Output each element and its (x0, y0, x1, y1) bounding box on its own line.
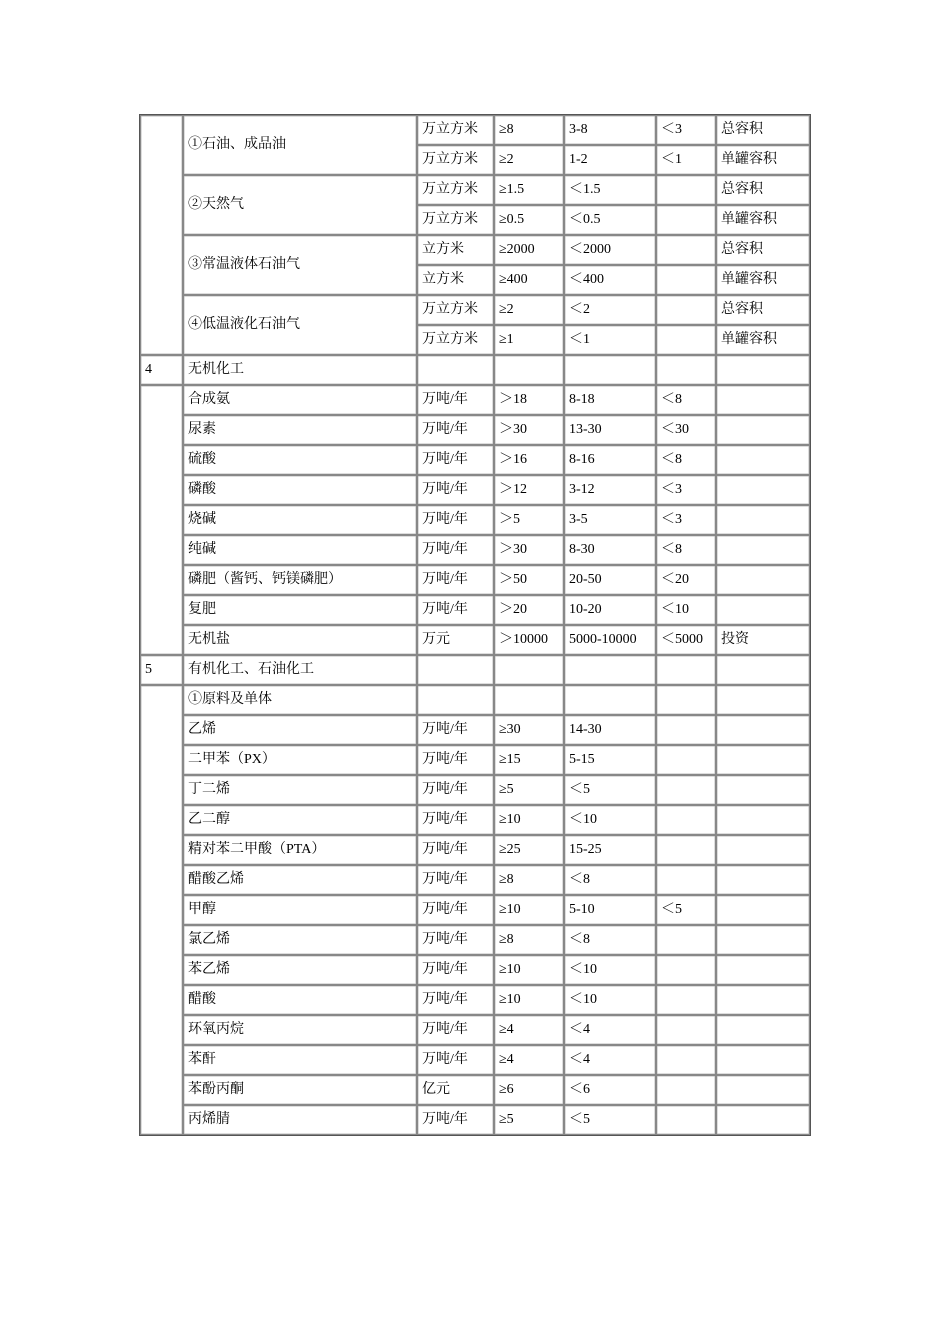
note-cell (716, 355, 810, 385)
medium-cell: ＜10 (564, 955, 656, 985)
medium-cell: ＜1.5 (564, 175, 656, 205)
large-cell: ＞18 (494, 385, 564, 415)
unit-cell: 万吨/年 (417, 955, 494, 985)
item-name-cell: ①原料及单体 (183, 685, 417, 715)
note-cell (716, 985, 810, 1015)
index-cell (140, 385, 183, 655)
unit-cell: 万立方米 (417, 325, 494, 355)
unit-cell: 万吨/年 (417, 835, 494, 865)
table-row (140, 955, 810, 985)
item-name-cell: 苯酐 (183, 1045, 417, 1075)
medium-cell: ＜2 (564, 295, 656, 325)
table-row (140, 1105, 810, 1135)
large-cell: ≥4 (494, 1015, 564, 1045)
item-name-cell: 丁二烯 (183, 775, 417, 805)
unit-cell: 万吨/年 (417, 1045, 494, 1075)
unit-cell: 万元 (417, 625, 494, 655)
small-cell (656, 835, 716, 865)
small-cell: ＜20 (656, 565, 716, 595)
unit-cell: 万吨/年 (417, 925, 494, 955)
item-name-cell: 纯碱 (183, 535, 417, 565)
medium-cell: ＜0.5 (564, 205, 656, 235)
small-cell: ＜10 (656, 595, 716, 625)
table-row (140, 535, 810, 565)
medium-cell: 14-30 (564, 715, 656, 745)
unit-cell: 万吨/年 (417, 805, 494, 835)
small-cell: ＜1 (656, 145, 716, 175)
large-cell: ≥4 (494, 1045, 564, 1075)
note-cell (716, 745, 810, 775)
item-name-cell: 氯乙烯 (183, 925, 417, 955)
large-cell: ＞20 (494, 595, 564, 625)
unit-cell: 万吨/年 (417, 745, 494, 775)
unit-cell: 万吨/年 (417, 865, 494, 895)
medium-cell: 10-20 (564, 595, 656, 625)
small-cell (656, 685, 716, 715)
medium-cell: 8-30 (564, 535, 656, 565)
large-cell: ≥10 (494, 895, 564, 925)
table-row (140, 115, 810, 145)
table-row (140, 595, 810, 625)
unit-cell: 万立方米 (417, 295, 494, 325)
table-row (140, 805, 810, 835)
item-name-cell: 二甲苯（PX） (183, 745, 417, 775)
unit-cell (417, 685, 494, 715)
table-row (140, 865, 810, 895)
note-cell (716, 955, 810, 985)
table-row (140, 175, 810, 205)
note-cell (716, 415, 810, 445)
note-cell (716, 535, 810, 565)
small-cell (656, 325, 716, 355)
section-number: 5 (140, 655, 183, 685)
table-row (140, 445, 810, 475)
medium-cell: 3-8 (564, 115, 656, 145)
small-cell (656, 745, 716, 775)
large-cell: ＞30 (494, 415, 564, 445)
table-row (140, 505, 810, 535)
note-cell (716, 655, 810, 685)
note-cell (716, 595, 810, 625)
large-cell: ≥30 (494, 715, 564, 745)
small-cell (656, 175, 716, 205)
small-cell: ＜8 (656, 385, 716, 415)
small-cell (656, 865, 716, 895)
medium-cell (564, 685, 656, 715)
small-cell (656, 775, 716, 805)
note-cell (716, 685, 810, 715)
medium-cell: ＜10 (564, 985, 656, 1015)
table-row (140, 1045, 810, 1075)
large-cell: ＞5 (494, 505, 564, 535)
item-name-cell: 环氧丙烷 (183, 1015, 417, 1045)
small-cell: ＜8 (656, 535, 716, 565)
item-name-cell: 精对苯二甲酸（PTA） (183, 835, 417, 865)
large-cell: ≥6 (494, 1075, 564, 1105)
note-cell (716, 385, 810, 415)
small-cell (656, 1105, 716, 1135)
large-cell (494, 355, 564, 385)
note-cell (716, 805, 810, 835)
small-cell: ＜3 (656, 115, 716, 145)
item-name-cell: ②天然气 (183, 175, 417, 235)
unit-cell: 万立方米 (417, 205, 494, 235)
unit-cell: 万立方米 (417, 115, 494, 145)
small-cell (656, 715, 716, 745)
small-cell: ＜5000 (656, 625, 716, 655)
note-cell (716, 895, 810, 925)
table-row (140, 625, 810, 655)
note-cell: 单罐容积 (716, 265, 810, 295)
small-cell (656, 1045, 716, 1075)
table-row (140, 715, 810, 745)
section-title: 无机化工 (183, 355, 417, 385)
unit-cell: 万吨/年 (417, 1105, 494, 1135)
medium-cell: 8-18 (564, 385, 656, 415)
large-cell: ≥1 (494, 325, 564, 355)
section-title: 有机化工、石油化工 (183, 655, 417, 685)
unit-cell: 万吨/年 (417, 1015, 494, 1045)
unit-cell: 万吨/年 (417, 475, 494, 505)
item-name-cell: 苯乙烯 (183, 955, 417, 985)
small-cell (656, 1075, 716, 1105)
item-name-cell: 复肥 (183, 595, 417, 625)
note-cell (716, 1045, 810, 1075)
unit-cell: 万吨/年 (417, 565, 494, 595)
large-cell: ≥8 (494, 115, 564, 145)
small-cell (656, 295, 716, 325)
large-cell: ≥15 (494, 745, 564, 775)
large-cell: ＞30 (494, 535, 564, 565)
large-cell: ≥10 (494, 955, 564, 985)
large-cell: ＞16 (494, 445, 564, 475)
medium-cell: ＜2000 (564, 235, 656, 265)
table-row (140, 235, 810, 265)
note-cell: 总容积 (716, 175, 810, 205)
unit-cell: 万吨/年 (417, 445, 494, 475)
unit-cell: 万吨/年 (417, 535, 494, 565)
small-cell: ＜3 (656, 505, 716, 535)
note-cell (716, 715, 810, 745)
note-cell: 单罐容积 (716, 205, 810, 235)
item-name-cell: ③常温液体石油气 (183, 235, 417, 295)
small-cell: ＜3 (656, 475, 716, 505)
item-name-cell: 甲醇 (183, 895, 417, 925)
medium-cell: ＜10 (564, 805, 656, 835)
large-cell: ≥400 (494, 265, 564, 295)
item-name-cell: 烧碱 (183, 505, 417, 535)
unit-cell: 万吨/年 (417, 505, 494, 535)
medium-cell (564, 655, 656, 685)
small-cell (656, 1015, 716, 1045)
item-name-cell: 硫酸 (183, 445, 417, 475)
note-cell: 总容积 (716, 235, 810, 265)
item-name-cell: 苯酚丙酮 (183, 1075, 417, 1105)
item-name-cell: 磷酸 (183, 475, 417, 505)
item-name-cell: 乙二醇 (183, 805, 417, 835)
small-cell: ＜5 (656, 895, 716, 925)
small-cell (656, 925, 716, 955)
medium-cell: ＜5 (564, 1105, 656, 1135)
item-name-cell: 乙烯 (183, 715, 417, 745)
large-cell (494, 685, 564, 715)
medium-cell: ＜4 (564, 1015, 656, 1045)
item-name-cell: 合成氨 (183, 385, 417, 415)
medium-cell: 15-25 (564, 835, 656, 865)
item-name-cell: 尿素 (183, 415, 417, 445)
unit-cell: 万吨/年 (417, 715, 494, 745)
large-cell (494, 655, 564, 685)
note-cell: 单罐容积 (716, 145, 810, 175)
medium-cell (564, 355, 656, 385)
medium-cell: ＜4 (564, 1045, 656, 1075)
table-row (140, 985, 810, 1015)
medium-cell: ＜5 (564, 775, 656, 805)
table-row (140, 925, 810, 955)
unit-cell (417, 355, 494, 385)
medium-cell: 5-15 (564, 745, 656, 775)
small-cell (656, 235, 716, 265)
table-row (140, 1015, 810, 1045)
unit-cell: 万吨/年 (417, 985, 494, 1015)
index-cell (140, 685, 183, 1135)
unit-cell: 立方米 (417, 235, 494, 265)
table-row (140, 385, 810, 415)
table-row (140, 775, 810, 805)
small-cell (656, 655, 716, 685)
table-row (140, 1075, 810, 1105)
unit-cell: 亿元 (417, 1075, 494, 1105)
note-cell (716, 505, 810, 535)
item-name-cell: 醋酸 (183, 985, 417, 1015)
note-cell: 总容积 (716, 115, 810, 145)
large-cell: ≥8 (494, 865, 564, 895)
unit-cell: 万立方米 (417, 175, 494, 205)
table-row (140, 835, 810, 865)
unit-cell: 万吨/年 (417, 895, 494, 925)
small-cell (656, 985, 716, 1015)
medium-cell: ＜400 (564, 265, 656, 295)
unit-cell: 立方米 (417, 265, 494, 295)
unit-cell: 万吨/年 (417, 385, 494, 415)
large-cell: ≥5 (494, 1105, 564, 1135)
medium-cell: ＜8 (564, 925, 656, 955)
item-name-cell: 醋酸乙烯 (183, 865, 417, 895)
large-cell: ≥2000 (494, 235, 564, 265)
unit-cell: 万立方米 (417, 145, 494, 175)
table-row (140, 565, 810, 595)
medium-cell: ＜8 (564, 865, 656, 895)
note-cell (716, 445, 810, 475)
large-cell: ≥2 (494, 145, 564, 175)
small-cell (656, 805, 716, 835)
note-cell: 单罐容积 (716, 325, 810, 355)
note-cell: 投资 (716, 625, 810, 655)
large-cell: ≥1.5 (494, 175, 564, 205)
table-row (140, 745, 810, 775)
table-row (140, 415, 810, 445)
item-name-cell: 磷肥（酱钙、钙镁磷肥） (183, 565, 417, 595)
large-cell: ≥2 (494, 295, 564, 325)
medium-cell: 8-16 (564, 445, 656, 475)
note-cell (716, 1075, 810, 1105)
medium-cell: 5000-10000 (564, 625, 656, 655)
medium-cell: 5-10 (564, 895, 656, 925)
unit-cell: 万吨/年 (417, 775, 494, 805)
note-cell (716, 475, 810, 505)
large-cell: ≥10 (494, 805, 564, 835)
small-cell: ＜30 (656, 415, 716, 445)
section-header-row (140, 355, 810, 385)
large-cell: ≥8 (494, 925, 564, 955)
unit-cell: 万吨/年 (417, 415, 494, 445)
table-row (140, 475, 810, 505)
small-cell (656, 955, 716, 985)
note-cell (716, 775, 810, 805)
medium-cell: 3-12 (564, 475, 656, 505)
small-cell (656, 265, 716, 295)
large-cell: ＞10000 (494, 625, 564, 655)
item-name-cell: 无机盐 (183, 625, 417, 655)
small-cell: ＜8 (656, 445, 716, 475)
large-cell: ≥25 (494, 835, 564, 865)
index-cell (140, 115, 183, 355)
medium-cell: 20-50 (564, 565, 656, 595)
section-number: 4 (140, 355, 183, 385)
item-name-cell: ①石油、成品油 (183, 115, 417, 175)
large-cell: ≥0.5 (494, 205, 564, 235)
large-cell: ＞50 (494, 565, 564, 595)
small-cell (656, 355, 716, 385)
note-cell (716, 835, 810, 865)
note-cell (716, 1105, 810, 1135)
small-cell (656, 205, 716, 235)
medium-cell: 13-30 (564, 415, 656, 445)
table-row (140, 895, 810, 925)
unit-cell: 万吨/年 (417, 595, 494, 625)
note-cell (716, 865, 810, 895)
note-cell (716, 1015, 810, 1045)
note-cell (716, 565, 810, 595)
note-cell (716, 925, 810, 955)
large-cell: ＞12 (494, 475, 564, 505)
item-name-cell: ④低温液化石油气 (183, 295, 417, 355)
medium-cell: ＜6 (564, 1075, 656, 1105)
classification-table (139, 114, 811, 1136)
medium-cell: 3-5 (564, 505, 656, 535)
large-cell: ≥10 (494, 985, 564, 1015)
medium-cell: 1-2 (564, 145, 656, 175)
medium-cell: ＜1 (564, 325, 656, 355)
table-row (140, 295, 810, 325)
unit-cell (417, 655, 494, 685)
item-name-cell: 丙烯腈 (183, 1105, 417, 1135)
section-header-row (140, 655, 810, 685)
large-cell: ≥5 (494, 775, 564, 805)
note-cell: 总容积 (716, 295, 810, 325)
table-row (140, 685, 810, 715)
